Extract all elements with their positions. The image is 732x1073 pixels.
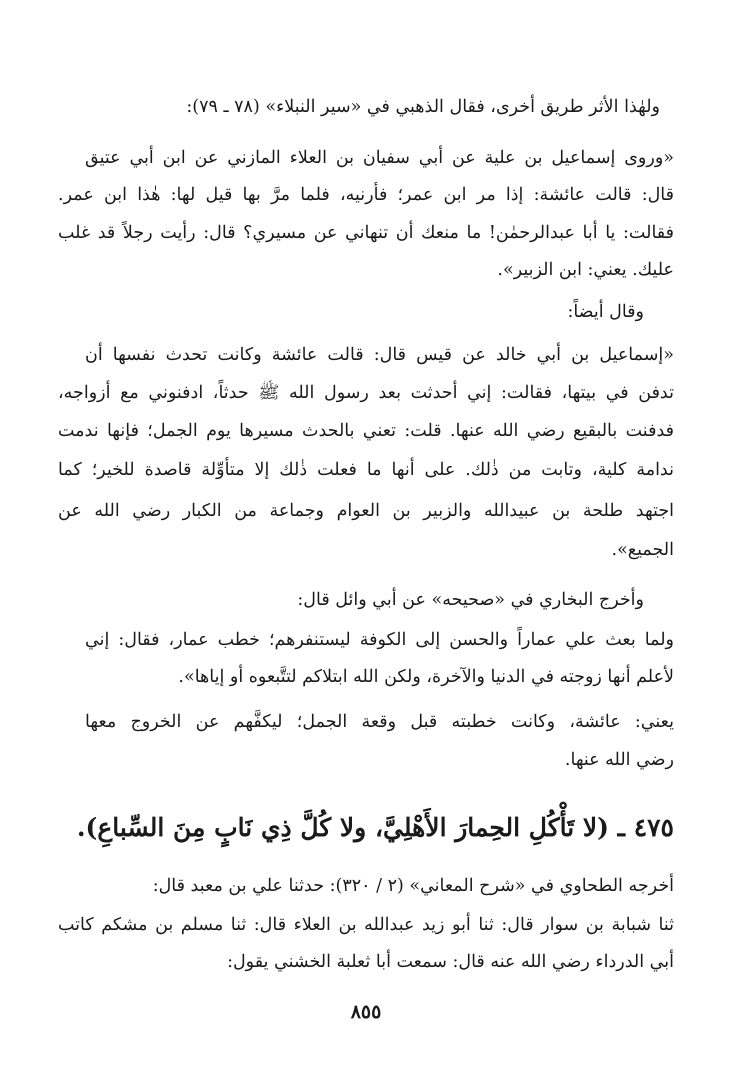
text-line: «وروى إسماعيل بن علية عن أبي سفيان بن العلاء المازني عن ابن أبي عتيق [85, 148, 674, 168]
text-line: فدفنت بالبقيع رضي الله عنها. قلت: تعني بالحدث مسيرها يوم الجمل؛ فإنها ندمت [58, 421, 674, 441]
text-line: رضي الله عنها. [564, 750, 674, 770]
text-line: ثنا شبابة بن سوار قال: ثنا أبو زيد عبدالله بن العلاء قال: ثنا مسلم بن مشكم كاتب [58, 915, 674, 935]
text-line: الجميع». [611, 540, 674, 560]
text-line: ولما بعث علي عماراً والحسن إلى الكوفة ليستنفرهم؛ خطب عمار، فقال: إني [85, 630, 674, 650]
page-number: ٨٥٥ [350, 1001, 382, 1023]
text-line: وقال أيضاً: [567, 302, 644, 322]
text-line: أبي الدرداء رضي الله عنه قال: سمعت أبا ثعلبة الخشني يقول: [227, 952, 674, 972]
text-line: ندامة كلية، وتابت من ذٰلك. على أنها ما فعلت ذٰلك إلا متأوِّلة قاصدة للخير؛ كما [58, 460, 674, 480]
text-line: وأخرج البخاري في «صحيحه» عن أبي وائل قال: [297, 590, 644, 610]
text-line: فقالت: يا أبا عبدالرحمٰن! ما منعك أن تنهاني عن مسيري؟ قال: رأيت رجلاً قد غلب [58, 223, 674, 243]
text-line: قال: قالت عائشة: إذا مر ابن عمر؛ فأرنيه، فلما مرَّ بها قيل لها: هٰذا ابن عمر. [58, 185, 674, 205]
text-line: «إسماعيل بن أبي خالد عن قيس قال: قالت عائشة وكانت تحدث نفسها أن [85, 345, 674, 365]
text-line: اجتهد طلحة بن عبيدالله والزبير بن العوام وجماعة من الكبار رضي الله عن [58, 501, 674, 521]
text-line: لأعلم أنها زوجته في الدنيا والآخرة، ولكن الله ابتلاكم لتتَّبعوه أو إياها». [178, 667, 674, 687]
text-line: أخرجه الطحاوي في «شرح المعاني» (٢ / ٣٢٠): حدثنا علي بن معبد قال: [152, 876, 674, 896]
text-line: عليك. يعني: ابن الزبير». [497, 260, 674, 280]
text-line: يعني: عائشة، وكانت خطبته قبل وقعة الجمل؛ ليكفَّهم عن الخروج معها [85, 712, 674, 732]
text-line: تدفن في بيتها، فقالت: إني أحدثت بعد رسول الله ﷺ حدثاً، ادفنوني مع أزواجه، [58, 383, 674, 403]
hadith-heading: ٤٧٥ ـ (لا تَأْكُلِ الحِمارَ الأَهْلِيَّ، ولا كُلَّ ذِي نَابٍ مِنَ السِّباعِ). [76, 813, 674, 842]
text-line: ولهٰذا الأثر طريق أخرى، فقال الذهبي في «سير النبلاء» (٧٨ ـ ٧٩): [186, 97, 660, 117]
